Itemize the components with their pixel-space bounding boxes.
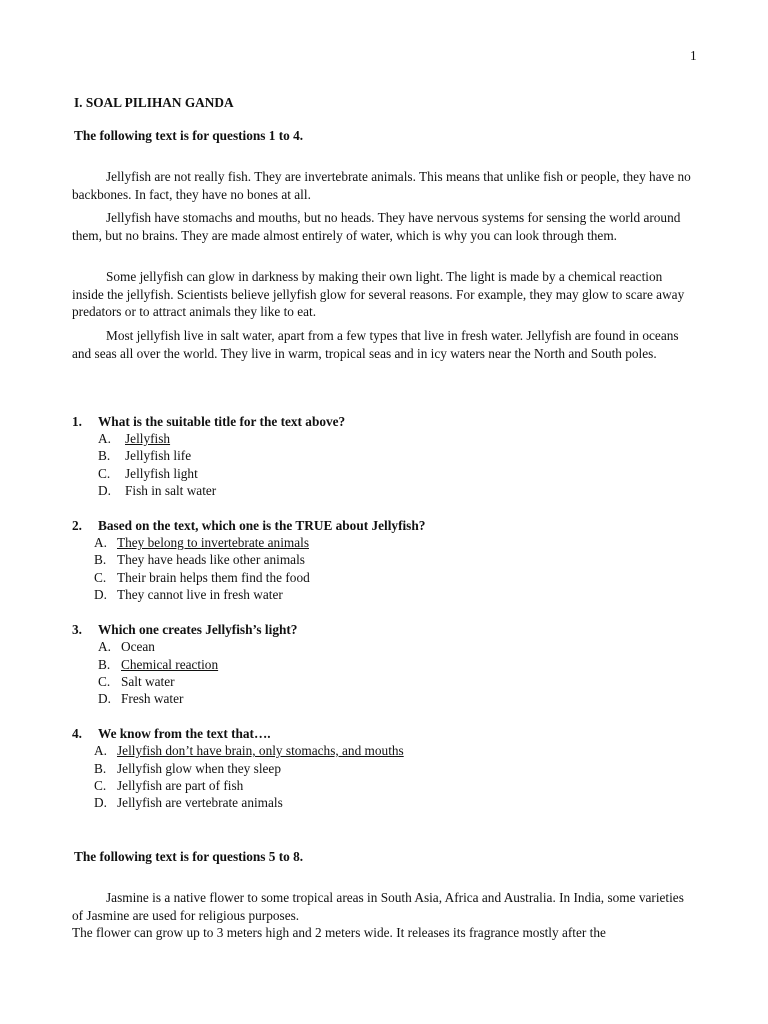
question-1-option-d[interactable]: D. Fish in salt water xyxy=(98,483,217,498)
question-2: 2. Based on the text, which one is the TRUE about Jellyfish? xyxy=(72,518,426,533)
passage-1-paragraph: Some jellyfish can glow in darkness by making their own light. The light is made by a chemical reaction inside the jellyfish. Scientists believe jellyfish glow for several reasons. For example, they may glow to scare away predators or to attract animals they like to eat. xyxy=(72,269,685,319)
question-4-option-b[interactable]: B. Jellyfish glow when they sleep xyxy=(94,761,281,776)
question-3-option-b[interactable]: B. Chemical reaction xyxy=(98,657,219,672)
section-title: I. SOAL PILIHAN GANDA xyxy=(74,95,234,110)
question-2-option-b[interactable]: B. They have heads like other animals xyxy=(94,552,305,567)
question-3-option-d[interactable]: D. Fresh water xyxy=(98,691,184,706)
passage-2-intro: The following text is for questions 5 to 8. xyxy=(74,849,304,864)
question-1-option-c[interactable]: C. Jellyfish light xyxy=(98,466,198,481)
question-2-option-d[interactable]: D. They cannot live in fresh water xyxy=(94,587,283,602)
question-1: 1. What is the suitable title for the text above? xyxy=(72,414,346,429)
passage-1-paragraph: Most jellyfish live in salt water, apart from a few types that live in fresh water. Jellyfish are found in oceans and seas all over the world. They live in warm, tropical seas and in icy waters near the North and South poles. xyxy=(72,328,679,361)
passage-1-intro: The following text is for questions 1 to 4. xyxy=(74,128,304,143)
question-4-option-d[interactable]: D. Jellyfish are vertebrate animals xyxy=(94,795,283,810)
question-2-option-c[interactable]: C. Their brain helps them find the food xyxy=(94,570,310,585)
question-4: 4. We know from the text that…. xyxy=(72,726,271,741)
passage-2-paragraph: The flower can grow up to 3 meters high and 2 meters wide. It releases its fragrance mostly after the xyxy=(72,925,606,940)
page-number: 1 xyxy=(690,48,697,63)
question-2-option-a[interactable]: A. They belong to invertebrate animals xyxy=(94,535,309,550)
question-3-option-a[interactable]: A. Ocean xyxy=(98,639,155,654)
question-3: 3. Which one creates Jellyfish’s light? xyxy=(72,622,298,637)
question-4-option-a[interactable]: A. Jellyfish don’t have brain, only stomachs, and mouths xyxy=(94,743,404,758)
question-3-option-c[interactable]: C. Salt water xyxy=(98,674,175,689)
question-1-option-a[interactable]: A. Jellyfish xyxy=(98,431,171,446)
question-4-option-c[interactable]: C. Jellyfish are part of fish xyxy=(94,778,244,793)
question-1-option-b[interactable]: B. Jellyfish life xyxy=(98,448,192,463)
passage-1-paragraph: Jellyfish are not really fish. They are invertebrate animals. This means that unlike fish or people, they have no backbones. In fact, they have no bones at all. xyxy=(72,169,691,202)
passage-1-paragraph: Jellyfish have stomachs and mouths, but no heads. They have nervous systems for sensing the world around them, but no brains. They are made almost entirely of water, which is why you can look through them. xyxy=(72,210,681,243)
passage-2-paragraph: Jasmine is a native flower to some tropical areas in South Asia, Africa and Australia. In India, some varieties of Jasmine are used for religious purposes. xyxy=(72,890,684,923)
